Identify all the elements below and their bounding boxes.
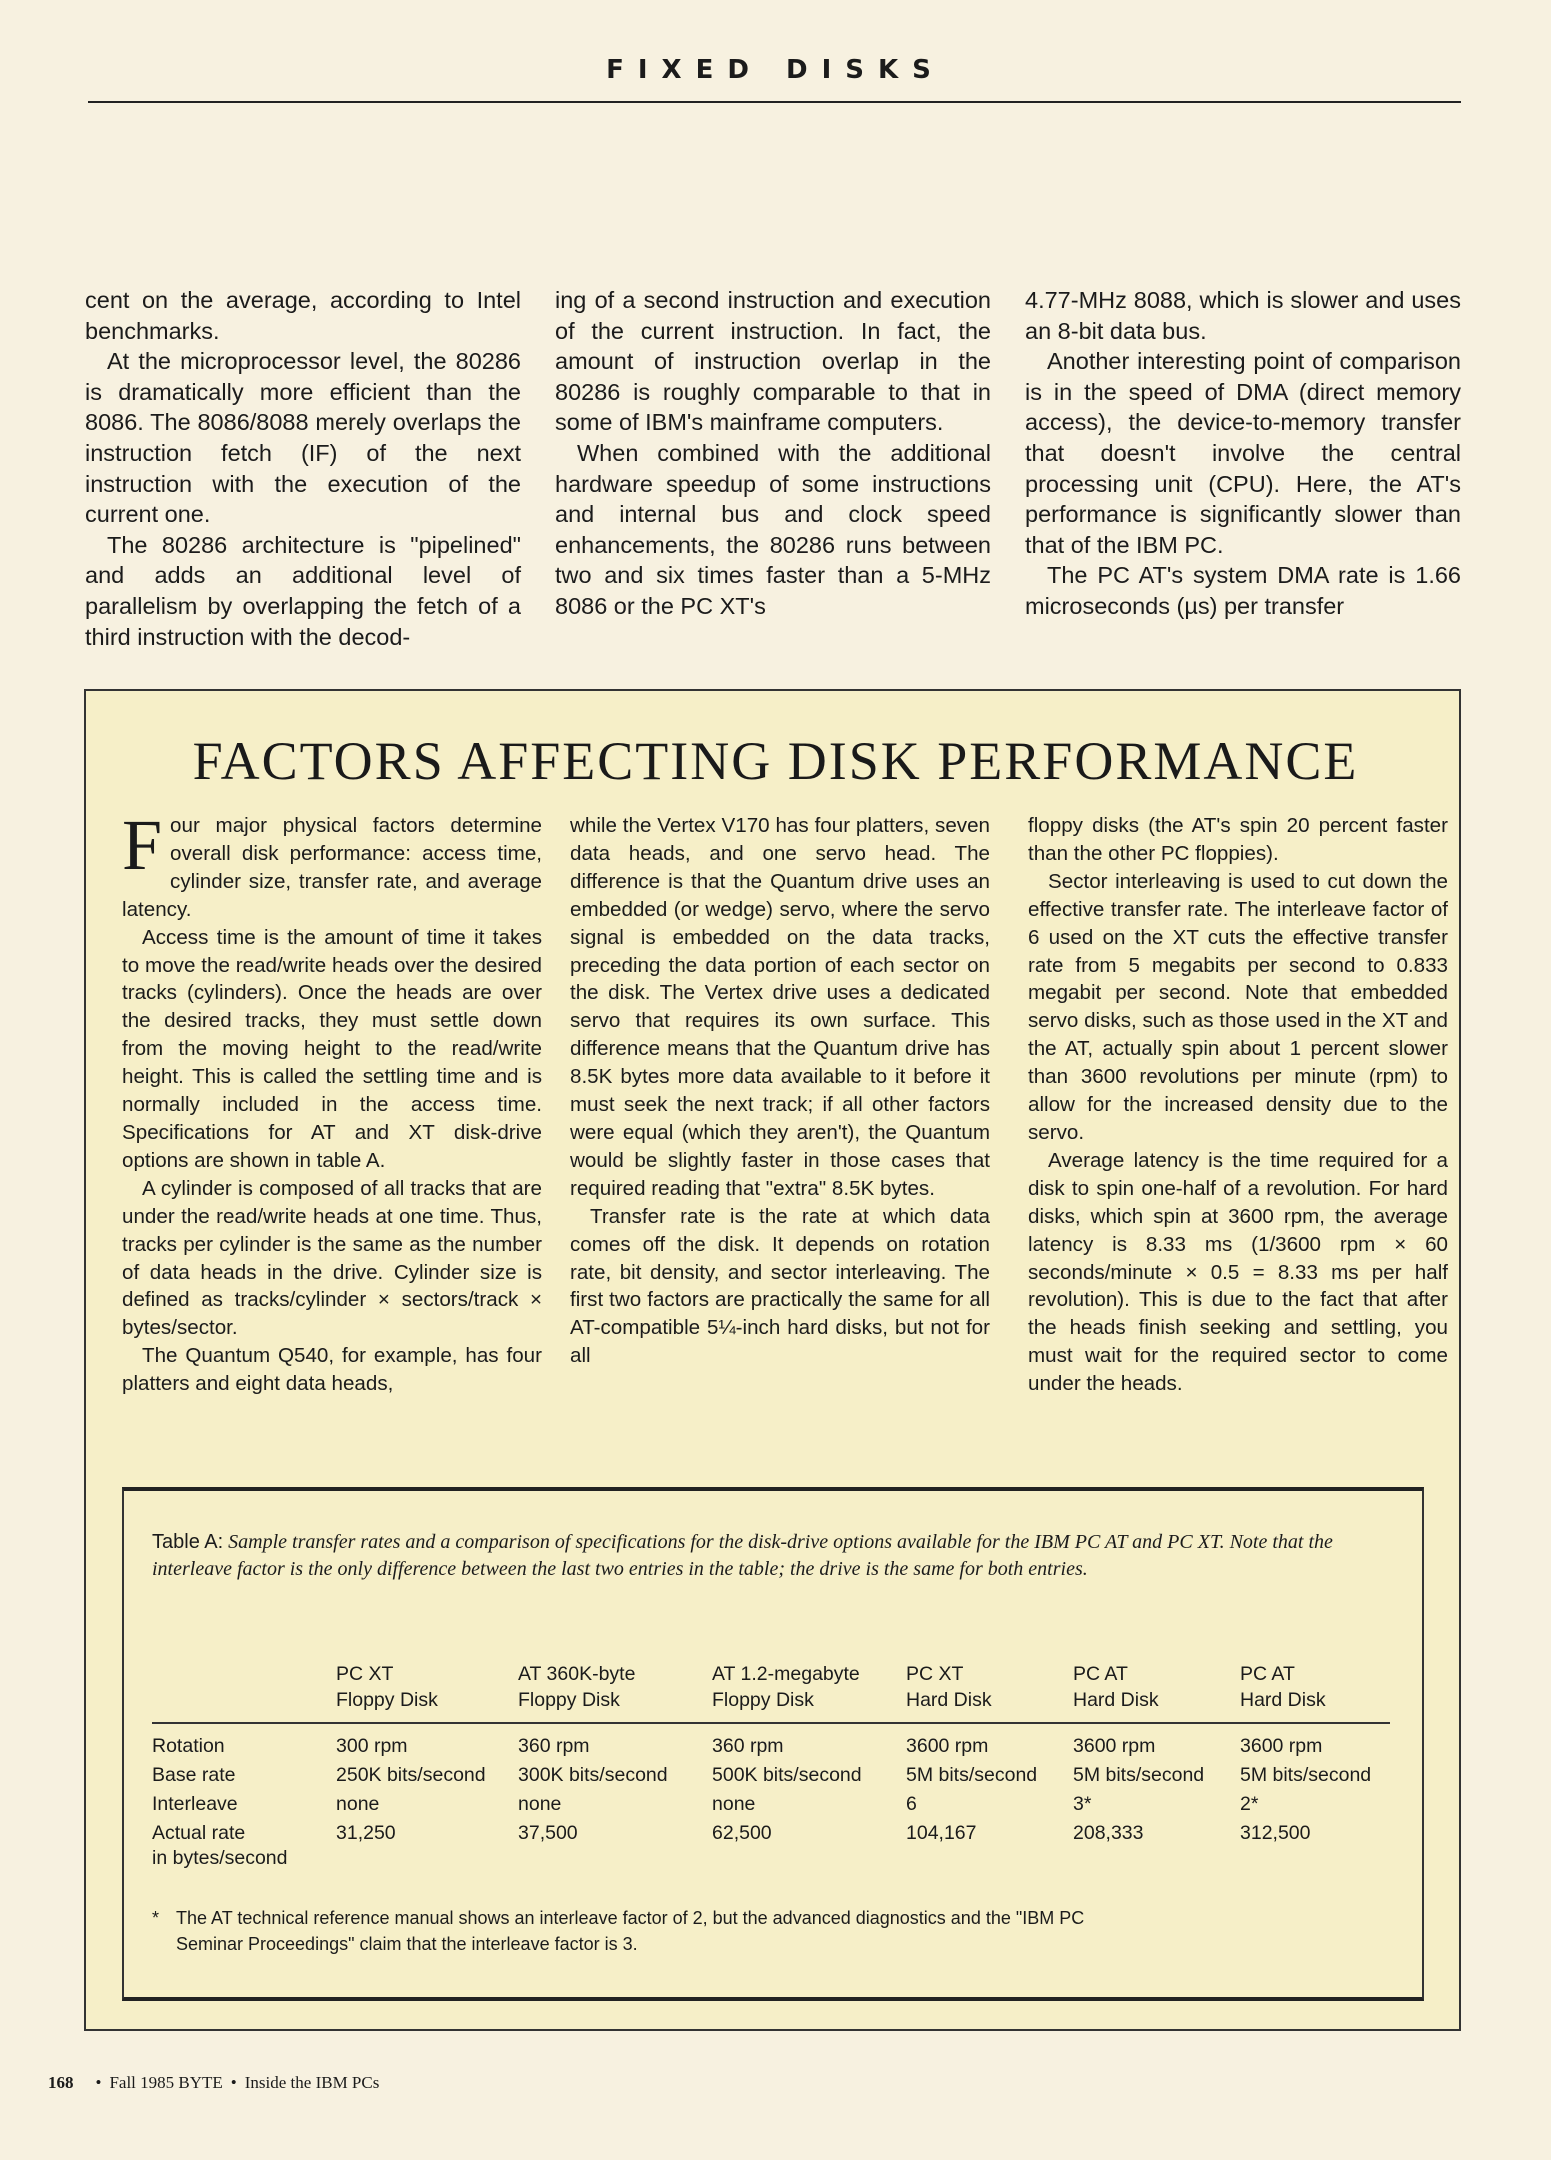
table-cell: 104,167 <box>906 1822 977 1844</box>
footer-bullet: • <box>95 2073 102 2092</box>
sidebar-column-3 <box>1028 812 1448 1398</box>
table-row <box>152 1759 1390 1788</box>
paragraph: cent on the average, according to Intel benchmarks. <box>85 287 521 344</box>
paragraph: The PC AT's system DMA rate is 1.66 microseconds (µs) per transfer <box>1025 562 1461 619</box>
table-cell: 250K bits/second <box>336 1764 486 1786</box>
sidebar-top-rule <box>84 689 1461 691</box>
table-cell: 37,500 <box>518 1822 578 1844</box>
paragraph: The Quantum Q540, for example, has four platters and eight data heads, <box>122 1344 542 1396</box>
paragraph: Access time is the amount of time it takes to move the read/write heads over the desired tracks (cylinders). Once the heads are over the desired tracks, they must settle down from the moving height to the read/write height. This is called the settling time and is normally included in the access time. Specifications for AT and XT disk-drive options are shown in table A. <box>122 925 542 1172</box>
table-cell: 62,500 <box>712 1822 772 1844</box>
running-header: FIXED DISKS <box>606 55 945 85</box>
table-header-cell: PC XT Floppy Disk <box>336 1661 518 1723</box>
table-cell: 300K bits/second <box>518 1764 668 1786</box>
table-cell: 3600 rpm <box>1073 1735 1156 1757</box>
table-caption <box>152 1529 1362 1583</box>
table-row <box>152 1723 1390 1759</box>
table-cell: 3600 rpm <box>1240 1735 1323 1757</box>
table-footnote <box>152 1905 1352 1957</box>
footer-bullet: • <box>230 2073 237 2092</box>
paragraph: The 80286 architecture is "pipelined" and adds an additional level of parallelism by overlapping the fetch of a third instruction with the decod- <box>85 531 521 650</box>
footer-issue: Fall 1985 BYTE <box>109 2073 223 2092</box>
paragraph: Average latency is the time required for a disk to spin one-half of a revolution. For hard disks, which spin at 3600 rpm, the average latency is 8.33 ms (1/3600 rpm × 60 seconds/minute × 0.5 = 8.33 ms per half revolution). This is due to the fact that after the heads finish seeking and settling, you must wait for the required sector to come under the heads. <box>1028 1148 1448 1396</box>
footnote-mark: * <box>152 1908 160 1928</box>
sidebar-column-2 <box>570 812 990 1370</box>
paragraph: Sector interleaving is used to cut down the effective transfer rate. The interleave factor of 6 used on the XT cuts the effective transfer rate from 5 megabits per second to 0.833 megabit per second. Note that embedded servo disks, such as those used in the XT and the AT, actually spin about 1 percent slower than 3600 revolutions per minute (rpm) to allow for the increased density due to the servo. <box>1028 869 1448 1144</box>
table-cell: 2* <box>1240 1793 1259 1815</box>
table-cell: 312,500 <box>1240 1822 1311 1844</box>
page-footer <box>48 2073 379 2093</box>
paragraph: When combined with the additional hardware speedup of some instructions and internal bus and clock speed enhancements, the 80286 runs between two and six times faster than a 5-MHz 8086 or the PC XT's <box>555 439 991 619</box>
sidebar-title-text: FACTORS AFFECTING DISK PERFORMANCE <box>192 731 1359 791</box>
paragraph: Transfer rate is the rate at which data comes off the disk. It depends on rotation rate, bit density, and sector interleaving. The first two factors are practically the same for all AT-compatible 5¼-inch hard disks, but not for all <box>570 1204 990 1368</box>
drop-cap: F <box>122 805 163 885</box>
table-a-box <box>122 1487 1424 2001</box>
paragraph <box>122 805 542 924</box>
sidebar-column-1 <box>122 805 542 1398</box>
table-cell: 6 <box>906 1793 917 1815</box>
paragraph: while the Vertex V170 has four platters, seven data heads, and one servo head. The difference is that the Quantum drive uses an embedded (or wedge) servo, where the servo signal is embedded on the data tracks, preceding the data portion of each sector on the disk. The Vertex drive uses a dedicated servo that requires its own surface. This difference means that the Quantum drive has 8.5K bytes more data available to it before it must seek the next track; if all other factors were equal (which they aren't), the Quantum would be slightly faster in those cases that required reading that "extra" 8.5K bytes. <box>570 814 990 1200</box>
article-body <box>85 285 1460 655</box>
table-row <box>152 1817 1390 1871</box>
table-cell: 5M bits/second <box>1240 1764 1372 1786</box>
table-cell: 360 rpm <box>712 1735 784 1757</box>
table-header-cell: PC AT Hard Disk <box>1073 1661 1240 1723</box>
paragraph-text: our major physical factors determine overall disk performance: access time, cylinder size, transfer rate, and average latency. <box>122 814 542 921</box>
paragraph: floppy disks (the AT's spin 20 percent faster than the other PC floppies). <box>1028 814 1448 865</box>
paragraph: At the microprocessor level, the 80286 is dramatically more efficient than the 8086. The 8086/8088 merely overlaps the instruction fetch (IF) of the next instruction with the execution of the current one. <box>85 348 521 528</box>
table-cell: 5M bits/second <box>906 1764 1038 1786</box>
table-header-blank <box>152 1661 336 1723</box>
paragraph: Another interesting point of comparison is in the speed of DMA (direct memory access), the device-to-memory transfer that doesn't involve the central processing unit (CPU). Here, the AT's performance is significantly slower than that of the IBM PC. <box>1025 348 1461 558</box>
table-header-cell: PC AT Hard Disk <box>1240 1661 1390 1723</box>
spec-table <box>152 1661 1390 1871</box>
table-cell: 5M bits/second <box>1073 1764 1205 1786</box>
article-column-2 <box>555 285 991 622</box>
table-cell: 3600 rpm <box>906 1735 989 1757</box>
table-cell: 3* <box>1073 1793 1092 1815</box>
paragraph: 4.77-MHz 8088, which is slower and uses an 8-bit data bus. <box>1025 287 1461 344</box>
paragraph: ing of a second instruction and execution of the current instruction. In fact, the amount of instruction overlap in the 80286 is roughly comparable to that in some of IBM's mainframe computers. <box>555 287 991 436</box>
table-header-row <box>152 1661 1390 1723</box>
table-header-cell: AT 360K-byte Floppy Disk <box>518 1661 712 1723</box>
table-cell: 500K bits/second <box>712 1764 862 1786</box>
table-cell: none <box>518 1793 562 1815</box>
table-cell: 360 rpm <box>518 1735 590 1757</box>
table-row <box>152 1788 1390 1817</box>
paragraph: A cylinder is composed of all tracks that are under the read/write heads at one time. Thus, tracks per cylinder is the same as the number of data heads in the drive. Cylinder size is defined as tracks/cylinder × sectors/track × bytes/sector. <box>122 1176 542 1340</box>
row-label: Interleave <box>152 1793 238 1815</box>
sidebar-body <box>122 805 1448 1472</box>
table-cell: none <box>712 1793 756 1815</box>
table-caption-text: Sample transfer rates and a comparison of specifications for the disk-drive options available for the IBM PC AT and PC XT. Note that the interleave factor is the only difference between the last two entries in the table; the drive is the same for both entries. <box>152 1531 1333 1580</box>
page-number: 168 <box>48 2073 74 2092</box>
article-column-3 <box>1025 285 1461 622</box>
table-header-cell: PC XT Hard Disk <box>906 1661 1073 1723</box>
row-label: Actual rate in bytes/second <box>152 1822 288 1869</box>
row-label: Rotation <box>152 1735 225 1757</box>
sidebar-title <box>0 730 1551 792</box>
table-cell: none <box>336 1793 380 1815</box>
table-cell: 208,333 <box>1073 1822 1144 1844</box>
table-cell: 300 rpm <box>336 1735 408 1757</box>
table-cell: 31,250 <box>336 1822 396 1844</box>
footer-section: Inside the IBM PCs <box>244 2073 380 2092</box>
row-label: Base rate <box>152 1764 236 1786</box>
header-rule <box>88 101 1461 103</box>
footnote-line-2: Seminar Proceedings" claim that the interleave factor is 3. <box>176 1934 638 1954</box>
article-column-1 <box>85 285 521 652</box>
table-caption-label: Table A: <box>152 1531 224 1553</box>
footnote-line-1: The AT technical reference manual shows an interleave factor of 2, but the advanced diagnostics and the "IBM PC <box>176 1908 1085 1928</box>
table-header-cell: AT 1.2-megabyte Floppy Disk <box>712 1661 906 1723</box>
